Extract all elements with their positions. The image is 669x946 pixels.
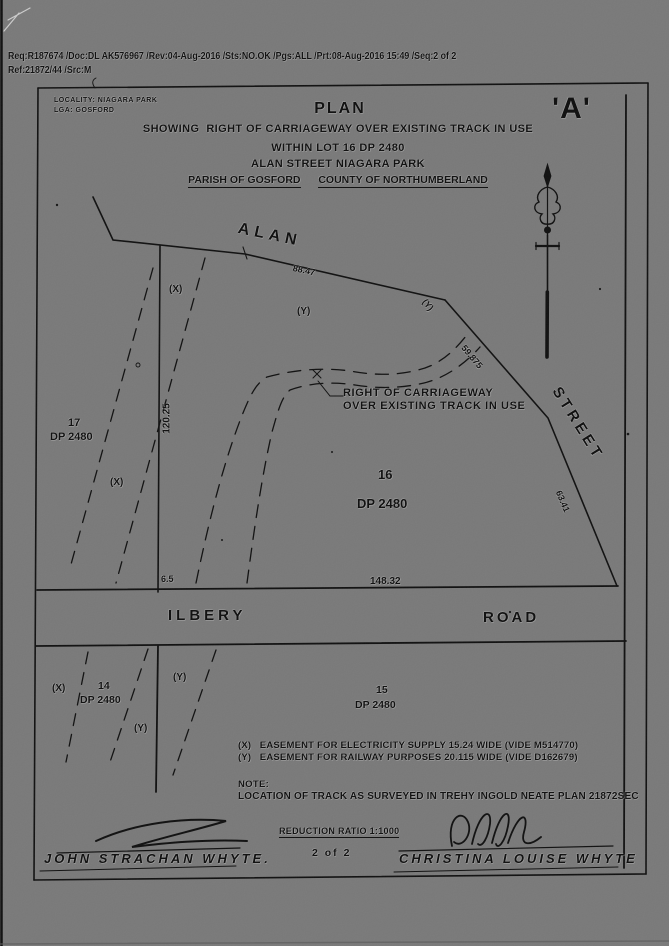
right-signature-name: CHRISTINA LOUISE WHYTE	[399, 851, 638, 866]
parish-label: PARISH OF GOSFORD	[188, 174, 301, 186]
lot15-dp: DP 2480	[355, 699, 396, 711]
dim-bottom: 148.32	[370, 576, 401, 587]
registry-header-line2: Ref:21872/44 /Src:M	[8, 64, 92, 76]
dim-upper-right: 59.875	[459, 343, 485, 371]
lot15-number: 15	[376, 684, 388, 696]
easement-y-mark-3: (Y)	[134, 723, 148, 734]
dim-west: 120.25	[161, 403, 173, 434]
road-label: ROAD	[483, 609, 540, 626]
plan-title: PLAN	[314, 100, 366, 117]
lga-label: LGA: GOSFORD	[54, 107, 115, 114]
lot14-number: 14	[98, 680, 110, 692]
easement-x-mark-3: (X)	[52, 683, 66, 694]
plan-subtitle: SHOWING RIGHT OF CARRIAGEWAY OVER EXISTING TRACK IN USE	[142, 123, 534, 135]
registry-header-line1: Req:R187674 /Doc:DL AK576967 /Rev:04-Aug-2016 /Sts:NO.OK /Pgs:ALL /Prt:08-Aug-2016 15:49 /Seq:2 of 2	[8, 50, 457, 62]
sheet-mark: 'A'	[552, 92, 591, 125]
lot16-dp: DP 2480	[357, 496, 408, 511]
county-label: COUNTY OF NORTHUMBERLAND	[318, 174, 488, 186]
ilbery-label: ILBERY	[168, 607, 247, 624]
easement-x-mark-1: (X)	[169, 284, 183, 295]
plan-within-line: WITHIN LOT 16 DP 2480	[271, 142, 405, 154]
dim-bottom-offset: 6.5	[161, 574, 174, 584]
easement-y-mark-2: (Y)	[173, 672, 187, 683]
reduction-ratio-label: REDUCTION RATIO 1:1000	[279, 826, 400, 836]
note-easement-x: (X) EASEMENT FOR ELECTRICITY SUPPLY 15.24 WIDE (VIDE M514770)	[238, 740, 579, 751]
dim-top: 88.47	[291, 263, 317, 278]
left-signature-name: JOHN STRACHAN WHYTE.	[44, 851, 271, 866]
dim-lower-right: 63.41	[553, 489, 572, 514]
alan-street-label: ALAN	[236, 220, 304, 251]
note-text: LOCATION OF TRACK AS SURVEYED IN TREHY INGOLD NEATE PLAN 21872SEC	[238, 791, 639, 802]
street-label: STREET	[548, 384, 608, 464]
lot14-dp: DP 2480	[80, 694, 121, 706]
lot17-number: 17	[68, 417, 81, 429]
note-label: NOTE:	[238, 779, 270, 790]
page-number: 2 of 2	[312, 847, 352, 859]
note-easement-y: (Y) EASEMENT FOR RAILWAY PURPOSES 20.115 WIDE (VIDE D162679)	[238, 752, 578, 763]
carriageway-label-line1: RIGHT OF CARRIAGEWAY	[343, 387, 494, 399]
easement-y-mark-1: (Y)	[297, 306, 311, 317]
lot16-number: 16	[378, 467, 393, 482]
easement-y-mark-boundary: (Y)	[420, 297, 436, 313]
locality-label: LOCALITY: NIAGARA PARK	[54, 97, 158, 104]
plan-street-line: ALAN STREET NIAGARA PARK	[251, 158, 425, 170]
lot17-dp: DP 2480	[50, 431, 93, 443]
carriageway-label-line2: OVER EXISTING TRACK IN USE	[343, 400, 526, 412]
easement-x-mark-2: (X)	[110, 477, 124, 488]
